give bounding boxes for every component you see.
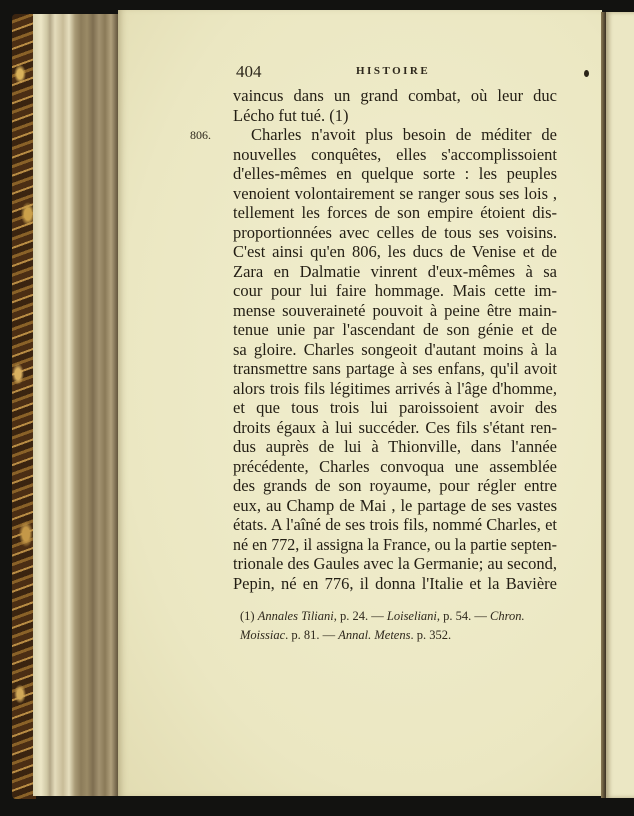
text-line-content: dus auprès de lui à Thionville, dans l'année <box>233 437 557 456</box>
text-line <box>233 86 557 106</box>
text-line <box>233 554 557 574</box>
text-line <box>233 359 557 379</box>
text-line-content: tellement les forces de son empire étoient dis- <box>233 203 557 222</box>
footnote-line <box>240 626 560 645</box>
running-title: HISTOIRE <box>356 65 431 77</box>
footnote-ref: , p. 54. — <box>436 609 491 623</box>
text-line-content: mense souveraineté pouvoit à peine être main- <box>233 300 557 320</box>
body-text <box>233 86 557 593</box>
text-line-content: venoient volontairement se ranger sous ses lois , <box>233 183 557 203</box>
margin-year-note: 806. <box>190 128 211 142</box>
text-line <box>233 242 557 262</box>
text-line <box>233 281 557 301</box>
text-line <box>233 262 557 282</box>
text-line-content: Charles n'avoit plus besoin de méditer de <box>251 125 557 144</box>
text-line <box>233 203 557 223</box>
text-line-content: des grands de son royaume, pour régler entre <box>233 476 557 495</box>
text-line-content: et que tous trois lui paroissoient avoir des <box>233 398 557 417</box>
text-line-content: Lécho fut tué. (1) <box>233 105 349 125</box>
text-line <box>233 496 557 516</box>
text-line-content: eux, au Champ de Mai , le partage de ses vastes <box>233 495 557 515</box>
text-line-content: trionale des Gaules avec la Germanie; au second, <box>233 554 557 573</box>
footnote-source: Moissiac <box>240 628 286 642</box>
text-line-content: alors trois fils légitimes arrivés à l'âge d'homme, <box>233 378 557 398</box>
footnote-ref: . p. 81. — <box>285 628 339 642</box>
text-line <box>233 340 557 360</box>
footnote-ref: , p. 24. — <box>333 609 387 623</box>
text-line-content: états. A l'aîné de ses trois fils, nommé Charles, et <box>233 515 557 534</box>
text-line <box>233 515 557 535</box>
text-line-content: d'elles-mêmes en quelque sorte : les peuples <box>233 164 557 183</box>
text-line-content: proportionnées avec celles de tous ses voisins. <box>233 222 557 242</box>
text-line <box>233 418 557 438</box>
footnote-source: Annales Tiliani <box>257 609 334 623</box>
footnote-ref: . p. 352. <box>410 628 452 642</box>
text-line-content: tenue unie par l'ascendant de son génie et de <box>233 320 557 339</box>
text-line <box>233 223 557 243</box>
ink-spot <box>584 70 589 77</box>
text-line <box>233 164 557 184</box>
page-number: 404 <box>236 62 262 81</box>
text-line <box>233 106 557 126</box>
text-line <box>233 574 557 594</box>
footnote-source: Chron. <box>490 609 525 623</box>
text-line-content: Zara en Dalmatie vinrent d'eux-mêmes à sa <box>233 261 557 281</box>
text-line-content: droits égaux à lui succéder. Ces fils s'étant ren- <box>233 417 557 437</box>
text-line-content: transmettre sans partage à ses enfans, qu'il avoit <box>233 359 557 378</box>
text-line <box>233 379 557 399</box>
text-line-content: précédente, Charles convoqua une assemblée <box>233 456 557 476</box>
text-line <box>233 320 557 340</box>
text-line <box>233 125 557 145</box>
text-line <box>233 437 557 457</box>
text-line <box>233 476 557 496</box>
text-line-content: C'est ainsi qu'en 806, les ducs de Venise et de <box>233 242 557 261</box>
footnotes <box>240 607 560 645</box>
text-line <box>233 301 557 321</box>
text-line <box>233 184 557 204</box>
text-line-content: vaincus dans un grand combat, où leur duc <box>233 86 557 105</box>
page-header <box>236 62 560 82</box>
page-edges <box>33 14 119 796</box>
facing-page <box>606 12 634 798</box>
text-line <box>233 398 557 418</box>
text-line-content: Pepin, né en 776, il donna l'Italie et la Bavière <box>233 573 557 593</box>
text-line <box>233 145 557 165</box>
text-line <box>233 535 557 555</box>
text-line-content: sa gloire. Charles songeoit d'autant moins à la <box>233 339 557 359</box>
footnote-source: Annal. Metens <box>338 628 411 642</box>
text-line <box>233 457 557 477</box>
footnote-source: Loiseliani <box>386 609 437 623</box>
text-line-content: cour pour lui faire hommage. Mais cette im- <box>233 281 557 300</box>
footnote-line <box>240 607 560 626</box>
text-line-content: né en 772, il assigna la France, ou la partie septen- <box>233 534 557 554</box>
footnote-marker: (1) <box>240 609 258 623</box>
text-line-content: nouvelles conquêtes, elles s'accomplissoient <box>233 144 557 164</box>
